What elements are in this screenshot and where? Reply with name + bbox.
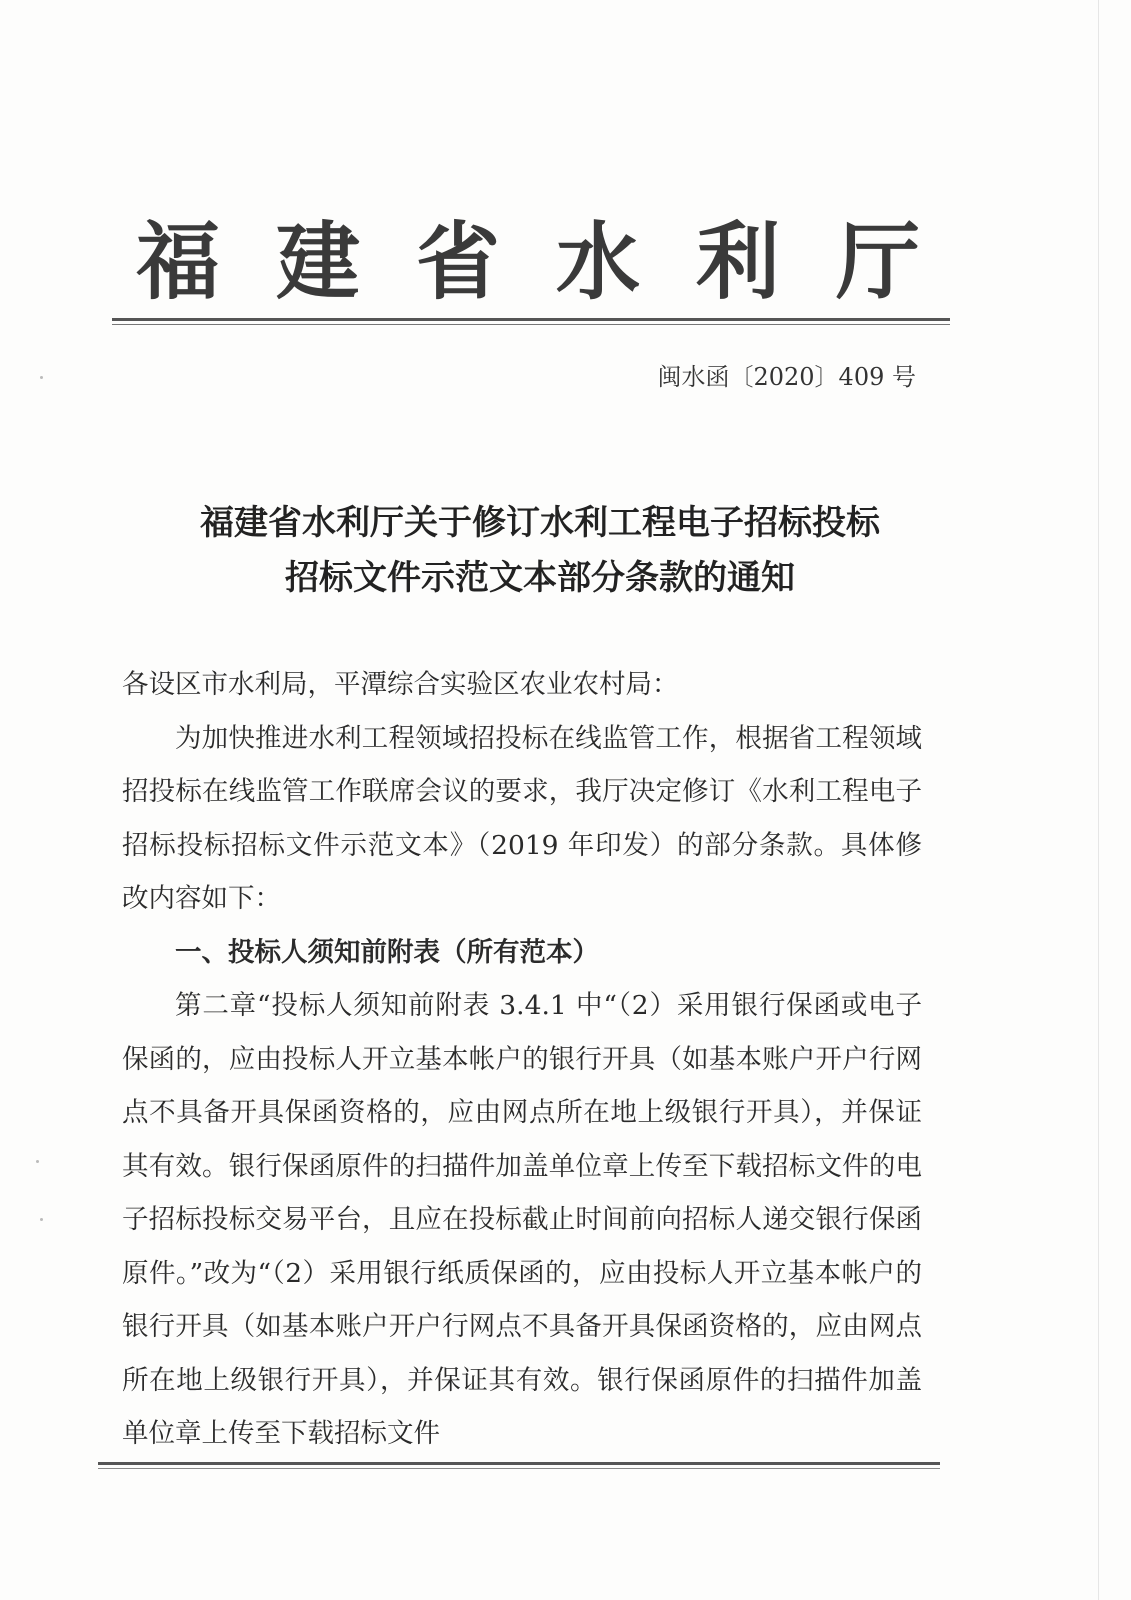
document-number: 闽水函〔2020〕409 号	[657, 363, 916, 391]
scan-speck	[40, 1218, 43, 1221]
document-body	[122, 658, 922, 1461]
scan-edge	[1098, 0, 1099, 1600]
masthead-char: 建	[275, 212, 360, 311]
masthead-rule	[112, 318, 950, 321]
masthead-char: 水	[555, 212, 640, 311]
masthead-char: 福	[135, 212, 220, 311]
paragraph: 第二章“投标人须知前附表 3.4.1 中“（2）采用银行保函或电子保函的，应由投标人开立基本帐户的银行开具（如基本账户开户行网点不具备开具保函资格的，应由网点所在地上级银行开具），并保证其有效。银行保函原件的扫描件加盖单位章上传至下载招标文件的电子招标投标交易平台，且应在投标截止时间前向招标人递交银行保函原件。”改为“（2）采用银行纸质保函的，应由投标人开立基本帐户的银行开具（如基本账户开户行网点不具备开具保函资格的，应由网点所在地上级银行开具），并保证其有效。银行保函原件的扫描件加盖单位章上传至下载招标文件	[122, 990, 922, 1449]
masthead-rule-thin	[112, 324, 950, 325]
masthead-char: 厅	[835, 212, 920, 311]
footer-rule	[98, 1462, 940, 1465]
masthead-char: 利	[695, 212, 780, 311]
section-heading: 一、投标人须知前附表（所有范本）	[175, 936, 599, 968]
footer-rule-thin	[98, 1468, 940, 1469]
salutation: 各设区市水利局，平潭综合实验区农业农村局：	[122, 669, 679, 700]
scan-speck	[40, 376, 43, 379]
paragraph: 为加快推进水利工程领域招投标在线监管工作，根据省工程领域招投标在线监管工作联席会议的要求，我厅决定修订《水利工程电子招标投标招标文件示范文本》（2019 年印发）的部分条款。具体修改内容如下：	[122, 722, 922, 914]
masthead	[128, 212, 928, 312]
masthead-char: 省	[415, 212, 500, 311]
title-line-1: 福建省水利厅关于修订水利工程电子招标投标	[200, 503, 880, 543]
document-title	[100, 496, 980, 606]
title-line-2: 招标文件示范文本部分条款的通知	[285, 558, 795, 598]
scan-speck	[36, 1160, 39, 1163]
